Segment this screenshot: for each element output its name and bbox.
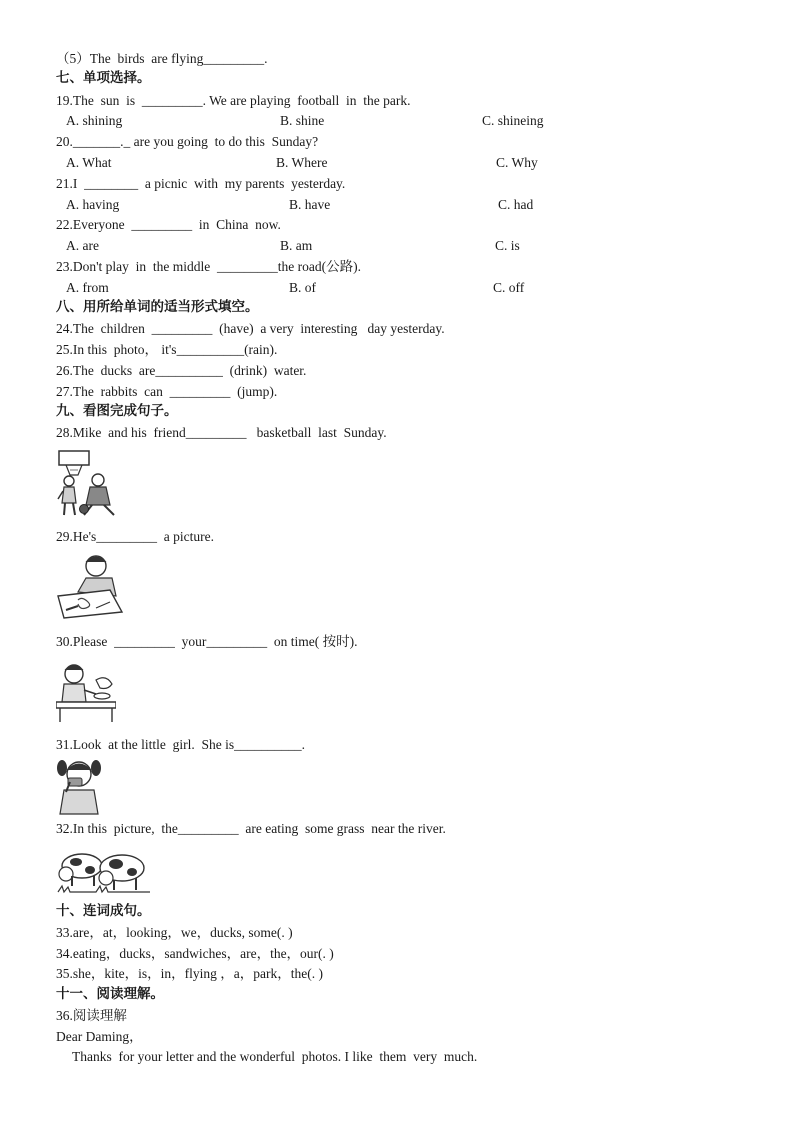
q21-option-c: C. had xyxy=(498,197,534,212)
question-29: 29.He's_________ a picture. xyxy=(56,529,215,544)
q19-option-c: C. shineing xyxy=(482,113,544,128)
question-31: 31.Look at the little girl. She is__________. xyxy=(56,737,305,752)
q21-option-b: B. have xyxy=(289,197,331,212)
q22-option-a: A. are xyxy=(66,238,99,253)
question-34: 34.eating，ducks，sandwiches，are，the，our(. ) xyxy=(56,946,334,961)
question-25: 25.In this photo， it's__________(rain). xyxy=(56,342,278,357)
eating-picture xyxy=(56,656,116,722)
q19-option-b: B. shine xyxy=(280,113,325,128)
q22-option-b: B. am xyxy=(280,238,313,253)
question-22-stem: 22.Everyone _________ in China now. xyxy=(56,217,281,232)
q19-option-a: A. shining xyxy=(66,113,123,128)
question-24: 24.The children _________ (have) a very interesting day yesterday. xyxy=(56,321,445,336)
question-27: 27.The rabbits can _________ (jump). xyxy=(56,384,278,399)
letter-body: Thanks for your letter and the wonderful photos. I like them very much. xyxy=(72,1049,478,1064)
question-32: 32.In this picture, the_________ are eating some grass near the river. xyxy=(56,821,446,836)
q20-option-c: C. Why xyxy=(496,155,538,170)
section-8-heading: 八、用所给单词的适当形式填空。 xyxy=(56,299,259,315)
question-20-stem: 20._______._ are you going to do this Sunday? xyxy=(56,134,319,149)
section-10-heading: 十、连词成句。 xyxy=(56,903,151,919)
reading-title: 36.阅读理解 xyxy=(56,1008,127,1023)
q21-option-a: A. having xyxy=(66,197,120,212)
question-5-prev: （5）The birds are flying_________. xyxy=(56,51,268,66)
section-9-heading: 九、看图完成句子。 xyxy=(56,403,178,419)
q23-option-b: B. of xyxy=(289,280,316,295)
q20-option-b: B. Where xyxy=(276,155,328,170)
question-21-stem: 21.I ________ a picnic with my parents yesterday. xyxy=(56,176,346,191)
q20-option-a: A. What xyxy=(66,155,112,170)
question-26: 26.The ducks are__________ (drink) water. xyxy=(56,363,307,378)
section-7-heading: 七、单项选择。 xyxy=(56,70,151,86)
cows-picture xyxy=(56,842,152,898)
basketball-picture xyxy=(56,447,120,519)
question-28: 28.Mike and his friend_________ basketball last Sunday. xyxy=(56,425,387,440)
question-33: 33.are，at，looking，we，ducks, some(. ) xyxy=(56,925,293,940)
question-30: 30.Please _________ your_________ on time( 按时). xyxy=(56,634,358,649)
question-19-stem: 19.The sun is _________. We are playing football in the park. xyxy=(56,93,411,108)
q23-option-c: C. off xyxy=(493,280,525,295)
girl-picture xyxy=(56,756,102,816)
question-23-stem: 23.Don't play in the middle _________the road(公路). xyxy=(56,259,362,274)
section-11-heading: 十一、阅读理解。 xyxy=(56,986,164,1002)
letter-greeting: Dear Daming， xyxy=(56,1029,143,1044)
question-35: 35.she，kite，is，in，flying ，a，park，the(. ) xyxy=(56,966,323,981)
q22-option-c: C. is xyxy=(495,238,520,253)
q23-option-a: A. from xyxy=(66,280,109,295)
drawing-picture xyxy=(56,550,124,620)
